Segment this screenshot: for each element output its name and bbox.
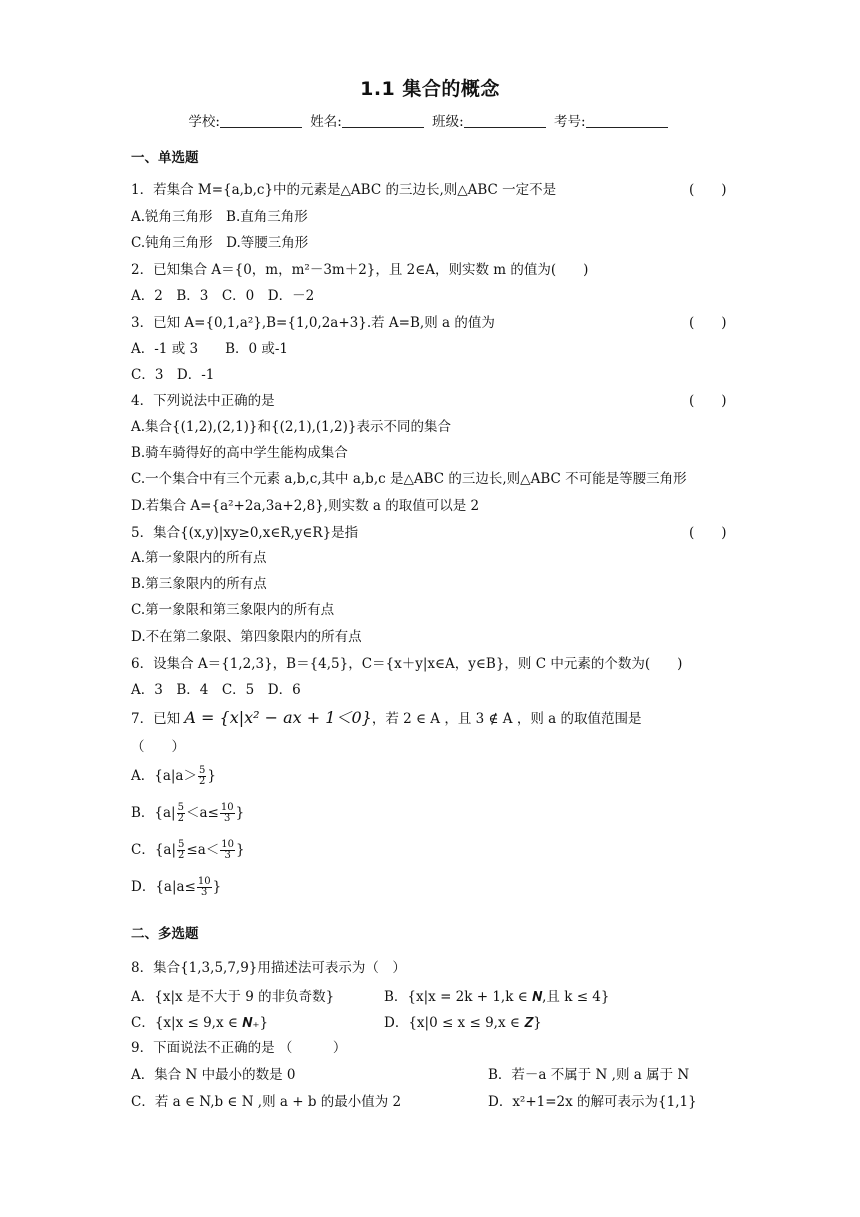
question-8-option-c: C．{x|x ≤ 9,x ∈ 𝑵₊} (131, 1015, 269, 1031)
question-5-answer-paren: ( ) (689, 525, 727, 541)
fraction-denominator: 3 (201, 887, 208, 898)
question-5-text: 5．集合{(x,y)|xy≥0,x∈R,y∈R}是指 (131, 525, 359, 541)
question-9-option-c: C．若 a ∈ N,b ∈ N ,则 a + b 的最小值为 2 (131, 1094, 402, 1110)
fraction-denominator: 3 (224, 850, 231, 861)
question-1-text: 1．若集合 M={a,b,c}中的元素是△ABC 的三边长,则△ABC 一定不是 (131, 182, 557, 198)
question-1-answer-paren: ( ) (689, 182, 727, 198)
page-title: 1.1 集合的概念 (360, 78, 500, 100)
option-c-prefix: C．{a| (131, 842, 177, 858)
question-4-option-b: B.骑车骑得好的高中学生能构成集合 (131, 445, 348, 461)
question-3-text: 3．已知 A={0,1,a²},B={1,0,2a+3}.若 A=B,则 a 的值为 (131, 315, 495, 331)
option-c-suffix: } (236, 842, 245, 858)
question-3-answer-paren: ( ) (689, 315, 727, 331)
fraction (220, 803, 235, 824)
fraction-numerator: 5 (198, 765, 206, 776)
question-5-option-b: B.第三象限内的所有点 (131, 576, 267, 592)
question-7-option-b (131, 801, 244, 824)
question-5-option-d: D.不在第二象限、第四象限内的所有点 (131, 629, 362, 645)
question-4-option-d: D.若集合 A={a²+2a,3a+2,8},则实数 a 的取值可以是 2 (131, 498, 480, 514)
question-3-options-cd: C．3 D．-1 (131, 367, 215, 383)
class-blank[interactable] (464, 113, 546, 128)
student-info-line (0, 110, 860, 130)
option-b-prefix: B．{a| (131, 805, 176, 821)
fraction-numerator: 5 (177, 802, 184, 813)
option-b-suffix: } (235, 805, 245, 821)
fraction-numerator: 10 (221, 839, 234, 850)
fraction (177, 840, 185, 861)
option-d-prefix: D．{a|a≤ (131, 879, 196, 895)
question-9-option-d: D．x²+1=2x 的解可表示为{1,1} (488, 1094, 697, 1110)
question-7-option-d (131, 875, 221, 898)
school-blank[interactable] (220, 113, 302, 128)
question-8-option-b: B．{x|x = 2k + 1,k ∈ 𝑵,且 k ≤ 4} (384, 989, 610, 1005)
question-7-text (131, 705, 641, 728)
question-2-text: 2．已知集合 A＝{0，m，m²－3m＋2}，且 2∈A，则实数 m 的值为( ) (131, 262, 589, 278)
fraction-denominator: 2 (178, 850, 185, 861)
name-blank[interactable] (342, 113, 424, 128)
fraction-denominator: 2 (177, 813, 184, 824)
fraction-denominator: 2 (198, 776, 206, 787)
option-c-middle: ≤a＜ (186, 842, 220, 858)
question-7-condition: ，若 2 ∈ A ，且 3 ∉ A ，则 a 的取值范围是 (371, 711, 642, 727)
question-7-option-a (131, 764, 216, 787)
question-4-text: 4．下列说法中正确的是 (131, 393, 275, 409)
class-label: 班级: (432, 114, 464, 130)
question-9-option-b: B．若－a 不属于 N ,则 a 属于 N (488, 1067, 690, 1083)
question-7-set-definition: A = {x|x² − ax + 1＜0} (184, 708, 372, 727)
question-5-option-c: C.第一象限和第三象限内的所有点 (131, 602, 335, 618)
question-3-options-ab: A．-1 或 3 B．0 或-1 (131, 341, 289, 357)
fraction (177, 803, 185, 824)
question-7-option-c (131, 838, 245, 861)
question-6-options: A．3 B．4 C．5 D．6 (131, 682, 301, 698)
exam-number-label: 考号: (554, 114, 586, 130)
question-9-text: 9．下面说法不正确的是 （ ） (131, 1040, 347, 1056)
fraction (198, 766, 206, 787)
option-d-suffix: } (212, 879, 222, 895)
fraction-denominator: 3 (224, 813, 231, 824)
question-8-option-d: D．{x|0 ≤ x ≤ 9,x ∈ 𝒁} (384, 1015, 542, 1031)
option-a-prefix: A．{a|a＞ (131, 768, 197, 784)
fraction-numerator: 10 (220, 802, 234, 813)
question-4-option-a: A.集合{(1,2),(2,1)}和{(2,1),(1,2)}表示不同的集合 (131, 419, 451, 435)
exam-number-blank[interactable] (586, 113, 668, 128)
question-5-option-a: A.第一象限内的所有点 (131, 550, 267, 566)
question-8-text: 8．集合{1,3,5,7,9}用描述法可表示为（ ） (131, 960, 406, 976)
question-7-answer-paren: （ ） (131, 739, 185, 755)
fraction (197, 877, 212, 898)
question-1-options-ab: A.锐角三角形 B.直角三角形 (131, 209, 308, 225)
question-6-text: 6．设集合 A＝{1,2,3}，B＝{4,5}，C＝{x＋y|x∈A，y∈B}，则 C 中元素的个数为( ) (131, 656, 683, 672)
option-a-suffix: } (207, 768, 216, 784)
name-label: 姓名: (310, 114, 342, 130)
fraction-numerator: 10 (197, 876, 211, 887)
fraction (220, 840, 235, 861)
question-1-options-cd: C.钝角三角形 D.等腰三角形 (131, 235, 309, 251)
question-7-intro: 7．已知 (131, 711, 185, 727)
section-heading-single-choice: 一、单选题 (131, 150, 199, 166)
question-2-options: A．2 B．3 C．0 D．－2 (131, 288, 315, 304)
fraction-numerator: 5 (178, 839, 185, 850)
school-label: 学校: (188, 114, 220, 130)
option-b-middle: ＜a≤ (185, 805, 219, 821)
question-9-option-a: A．集合 N 中最小的数是 0 (131, 1067, 296, 1083)
question-8-option-a: A．{x|x 是不大于 9 的非负奇数} (131, 989, 335, 1005)
question-4-option-c: C.一个集合中有三个元素 a,b,c,其中 a,b,c 是△ABC 的三边长,则△ABC 不可能是等腰三角形 (131, 471, 687, 487)
question-4-answer-paren: ( ) (689, 393, 727, 409)
section-heading-multiple-choice: 二、多选题 (131, 926, 199, 942)
